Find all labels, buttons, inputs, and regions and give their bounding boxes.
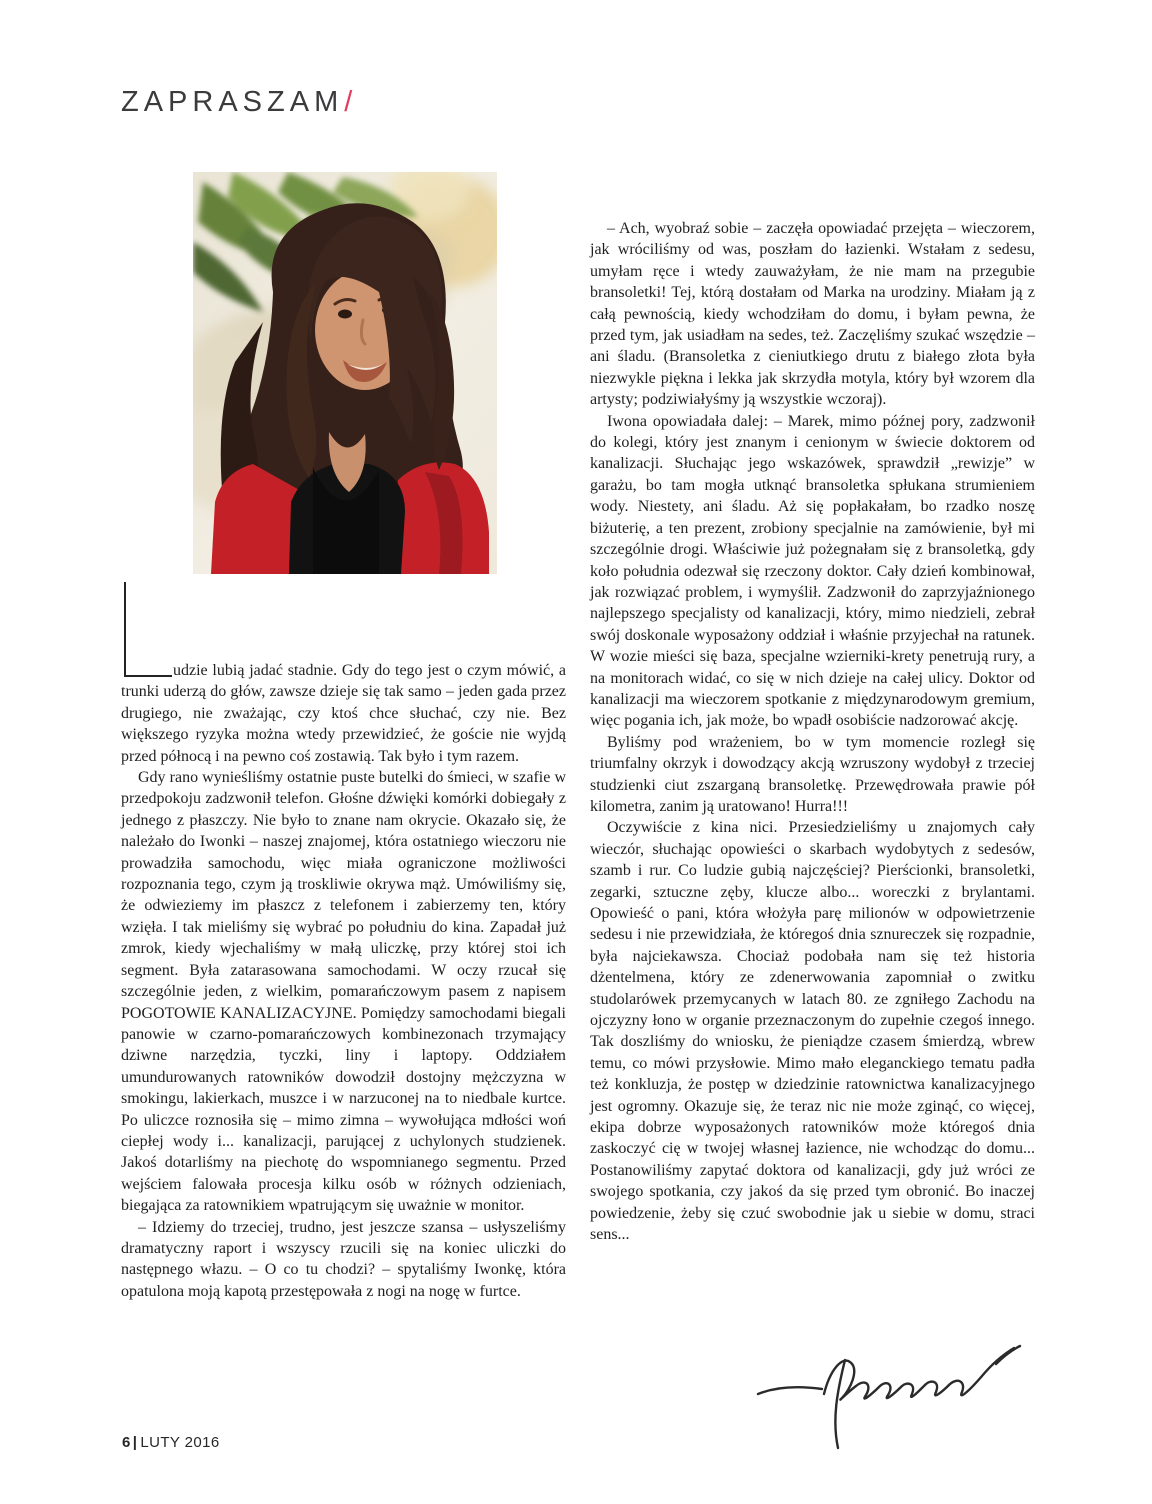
paragraph: Gdy rano wynieśliśmy ostatnie puste butelki do śmieci, w szafie w przedpokoju zadzwonił telefon. Głośne dźwięki komórki dobiegały z jednego z płaszczy. Nie było to znane nam okrycie. Okazało się, że należało do Iwonki – naszej znajomej, która ostatniego wieczoru nie prowadziła samochodu, więc miała ograniczone możliwości rozpoznania tego, czym ją troskliwie okrywa mąż. Umówiliśmy się, że odwieziemy im płaszcz z telefonem i zabierzemy ten, który wzięła. I tak mieliśmy się wybrać po południu do kina. Zapadał już zmrok, kiedy wjechaliśmy w małą uliczkę, przy której stoi ich segment. Była zatarasowana samochodami. W oczy rzucał się szczególnie jeden, z wielkim, pomarańczowym pasem z napisem POGOTOWIE KANALIZACYJNE. Pomiędzy samochodami biegali panowie w czarno-pomarańczowych kombinezonach trzymający dziwne narzędzia, tyczki, liny i laptopy. Oddziałem umundurowanych ratowników dowodził dostojny mężczyzna w smokingu, lakierkach, muszce i w narzuconej na to niedbale kurtce. Po uliczce roznosiła się – mimo zimna – wywołująca mdłości woń ciepłej wody i... kanalizacji, parującej z uchylonych studzienek. Jakoś dotarliśmy na piechotę do wspomnianego segmentu. Przed wejściem falowała procesja kilku osób w różnych odzieniach, biegająca za ratownikiem wpatrującym się uważnie w monitor. [121, 769, 566, 1215]
issue-label: LUTY 2016 [140, 1434, 220, 1451]
article-column-right [590, 218, 1035, 1246]
page-number: 6 [122, 1434, 131, 1451]
section-title: ZAPRASZAM [121, 86, 344, 118]
paragraph: Oczywiście z kina nici. Przesiedzieliśmy u znajomych cały wieczór, słuchając opowieści o skarbach wydobytych z sedesów, szamb i rur. Co ludzie gubią najczęściej? Pierścionki, bransoletki, zegarki, sztuczne zęby, klucze albo... woreczki z brylantami. Opowieść o pani, która włożyła parę milionów w odpowietrzenie sedesu i nie przewidziała, że któregoś dnia sznureczek się rozpadnie, była najciekawsza. Chociaż podobała nam się też historia dżentelmena, który ze zdenerwowania zapomniał o zwitku studolarówek przemycanych w latach 80. ze zgniłego Zachodu na ojczyzny łono w organie przeznaczonym do zupełnie czegoś innego. Tak doszliśmy do wniosku, że pieniądze czasem śmierdzą, wbrew temu, co mówi przysłowie. Mimo mało eleganckiego tematu padła też konkluzja, że postęp w dziedzinie ratownictwa kanalizacyjnego jest ogromny. Okazuje się, że teraz nic nie może zginąć, co więcej, ekipa dobrze wyposażonych ratowników może któregoś dnia zaskoczyć cię w twojej własnej łazience, nie wchodząc do domu... Postanowiliśmy zapytać doktora od kanalizacji, gdy już wróci ze swojego spotkania, czy jakoś da się przed tym obronić. Bo inaczej powiedzenie, żeby się czuć swobodnie jak u siebie w domu, straci sens... [590, 819, 1035, 1244]
paragraph: udzie lubią jadać stadnie. Gdy do tego jest o czym mówić, a trunki uderzą do głów, zawsze dzieje się tak samo – jeden gada przez drugiego, nie zważając, czy ktoś chce słuchać, czy nie. Bez większego ryzyka można wtedy przewidzieć, że goście nie wyjdą przed północą i na pewno coś zostawią. Tak było i tym razem. [121, 662, 566, 765]
portrait-photo-graphic [193, 172, 497, 574]
red-slash-accent: / [344, 86, 358, 118]
paragraph: – Ach, wyobraź sobie – zaczęła opowiadać przejęta – wieczorem, jak wróciliśmy od was, poszłam do łazienki. Wstałam z sedesu, umyłam ręce i wtedy zauważyłam, że nie mam na przegubie bransoletki! Tej, którą dostałam od Marka na urodziny. Miałam ją z całą pewnością, kiedy wchodziłam do domu, i byłam pewna, że przed tym, jak usiadłam na sedes, też. Zaczęliśmy szukać wszędzie – ani śladu. (Bransoletka z cieniutkiego drutu z białego złota była niezwykle piękna i lekka jak skrzydła motyla, który był wzorem dla artysty; podziwiałyśmy ją wszystkie wczoraj). [590, 220, 1035, 409]
portrait-photo [193, 172, 497, 574]
paragraph: – Idziemy do trzeciej, trudno, jest jeszcze szansa – usłyszeliśmy dramatyczny raport i wszyscy rzucili się na koniec uliczki do następnego włazu. – O co tu chodzi? – spytaliśmy Iwonkę, która opatulona moją kapotą przestępowała z nogi na nogę w furtce. [121, 1218, 566, 1300]
article-column-left [121, 660, 566, 1302]
folio-separator: | [132, 1434, 138, 1451]
paragraph: Iwona opowiadała dalej: – Marek, mimo późnej pory, zadzwonił do kolegi, który jest znanym i cenionym w świecie doktorem od kanalizacji. Słuchając jego wskazówek, sprawdził „rewizje” w garażu, bo tam mogła utknąć bransoletka spłukana strumieniem wody. Niestety, ani śladu. Aż się popłakałam, bo rzadko noszę biżuterię, a ten prezent, zrobiony specjalnie na zamówienie, był mi szczególnie drogi. Właściwie już pożegnałam się z bransoletką, gdy koło południa odezwał się rzeczony doktor. Cały dzień kombinował, jak rozwiązać problem, i wymyślił. Zadzwonił do zaprzyjaźnionego najlepszego specjalisty od kanalizacji, który, mimo niedzieli, zebrał swój doskonale wyposażony oddział i właśnie przyjechał na ratunek. W wozie mieści się baza, specjalne wzierniki-krety penetrują rury, a na monitorach widać, co się w nich dzieje na całej ulicy. Doktor od kanalizacji ma wieczorem spotkanie z międzynarodowym gremium, więc pogania ich, jak może, bo wpadł osobiście nadzorować akcję. [590, 412, 1035, 730]
signature-graphic [752, 1342, 1032, 1452]
page-folio [122, 1434, 220, 1451]
dropcap-text [126, 582, 127, 583]
section-header [121, 86, 357, 119]
paragraph: Byliśmy pod wrażeniem, bo w tym momencie rozległ się triumfalny okrzyk i dowodzący akcją wzruszony wydobył z trzeciej studzienki ciut zszarganą bransoletkę. Przewędrowała prawie pół kilometra, zanim ją uratowano! Hurra!!! [590, 733, 1035, 815]
author-signature [752, 1342, 1032, 1452]
